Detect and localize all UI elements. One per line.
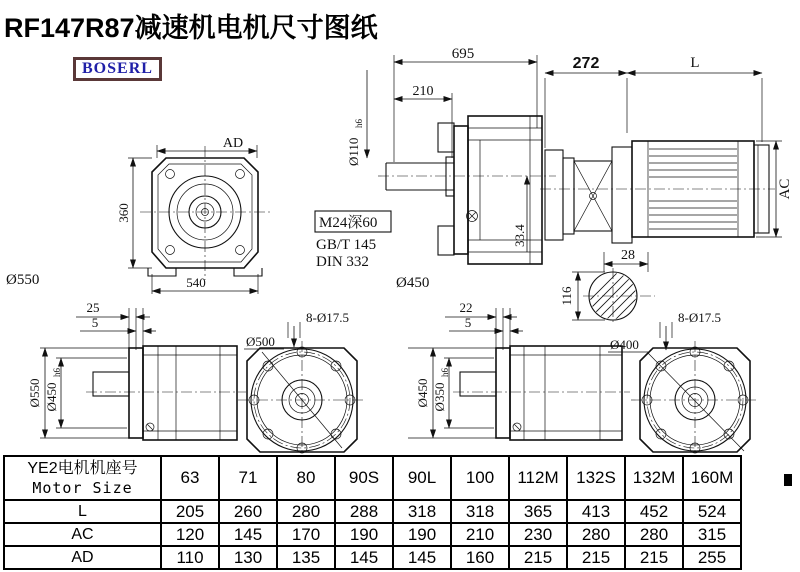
dim-L: L [690, 55, 700, 71]
dim-22: 22 [459, 300, 473, 315]
dia-outer-left: Ø550 [27, 378, 42, 408]
adapter-flange [574, 161, 612, 231]
table-cell: 280 [625, 523, 683, 546]
col-header: 90S [335, 456, 393, 500]
table-cell: 215 [567, 546, 625, 569]
stray-mark [784, 474, 792, 486]
col-header: 100 [451, 456, 509, 500]
dim-360: 360 [116, 203, 131, 223]
table-row-AC [4, 523, 741, 546]
input-shaft [386, 163, 454, 190]
bolt-note-left: 8-Ø17.5 [306, 310, 349, 325]
table-cell: 130 [219, 546, 277, 569]
table-cell: 145 [393, 546, 451, 569]
table-cell: 110 [161, 546, 219, 569]
dim-33-4: 33.4 [512, 224, 527, 247]
table-cell: 120 [161, 523, 219, 546]
table-cell: 365 [509, 500, 567, 523]
table-cell: 215 [509, 546, 567, 569]
dia-spigot-right-tol: h6 [440, 368, 450, 377]
header-en: Motor Size [32, 479, 133, 497]
col-header: 160M [683, 456, 741, 500]
bolt-note-right: 8-Ø17.5 [678, 310, 721, 325]
dim-272: 272 [572, 55, 600, 72]
thread-note: M24深60 [319, 215, 378, 231]
screw-detail [146, 423, 154, 431]
dim-540: 540 [186, 275, 206, 290]
table-cell: 135 [277, 546, 335, 569]
table-cell: 145 [335, 546, 393, 569]
table-cell: 145 [219, 523, 277, 546]
flange-left-front-view [238, 310, 366, 453]
col-header: 71 [219, 456, 277, 500]
table-cell: 215 [625, 546, 683, 569]
gearbox-body [468, 116, 542, 264]
shaft-dia-label: Ø110 [346, 137, 361, 166]
gearbox-side-view [315, 46, 556, 291]
table-header-row [4, 456, 741, 500]
col-header: 132S [567, 456, 625, 500]
dim-695: 695 [451, 46, 475, 62]
table-corner-header [4, 456, 161, 500]
row-label: L [4, 500, 161, 523]
brand-logo-text: BOSERL [82, 60, 153, 77]
dia-spigot-left-tol: h6 [52, 368, 62, 377]
motor-dimension-table [3, 455, 742, 570]
flange-left-side-view [27, 300, 246, 440]
table-cell: 315 [683, 523, 741, 546]
gearbox-front-view [6, 136, 270, 294]
header-cn: YE2电机机座号 [27, 460, 138, 477]
table-cell: 524 [683, 500, 741, 523]
row-label: AD [4, 546, 161, 569]
table-cell: 280 [567, 523, 625, 546]
col-header: 132M [625, 456, 683, 500]
dia-spigot-left: Ø450 [44, 382, 59, 412]
dim-28: 28 [621, 248, 635, 263]
table-cell: 280 [277, 500, 335, 523]
dim-210: 210 [412, 84, 434, 99]
dim-5-left: 5 [91, 315, 99, 330]
col-header: 63 [161, 456, 219, 500]
dim-5-right: 5 [464, 315, 472, 330]
page-title: RF147R87减速机电机尺寸图纸 [4, 13, 378, 43]
col-header: 112M [509, 456, 567, 500]
flange-right-front-view [608, 310, 759, 453]
flange-plate [496, 348, 510, 438]
dia-550-label: Ø550 [6, 272, 40, 288]
dia-spigot-right: Ø350 [432, 382, 447, 412]
table-cell: 190 [335, 523, 393, 546]
dia-bolt-circle-left: Ø500 [246, 334, 275, 349]
table-cell: 260 [219, 500, 277, 523]
standard-din: DIN 332 [316, 254, 369, 270]
table-row-L [4, 500, 741, 523]
row-label: AC [4, 523, 161, 546]
gear-unit-body [143, 346, 237, 440]
table-cell: 160 [451, 546, 509, 569]
table-cell: 190 [393, 523, 451, 546]
standard-gbt: GB/T 145 [316, 237, 377, 253]
screw-detail [513, 423, 521, 431]
table-cell: 318 [393, 500, 451, 523]
dia-450-label: Ø450 [396, 275, 430, 291]
table-cell: 452 [625, 500, 683, 523]
table-cell: 170 [277, 523, 335, 546]
table-cell: 413 [567, 500, 625, 523]
dia-bolt-circle-right: Ø400 [610, 337, 639, 352]
brand-logo [73, 57, 162, 81]
dia-outer-right: Ø450 [415, 378, 430, 408]
dim-116: 116 [559, 286, 574, 306]
table-cell: 205 [161, 500, 219, 523]
table-cell: 318 [451, 500, 509, 523]
dim-25: 25 [86, 300, 100, 315]
motor-view [540, 55, 793, 330]
gear-unit-body [510, 346, 622, 440]
shaft-dia-tol: h6 [354, 119, 364, 128]
table-cell: 288 [335, 500, 393, 523]
flange-plate [129, 348, 143, 438]
table-cell: 210 [451, 523, 509, 546]
table-cell: 230 [509, 523, 567, 546]
dim-ad: AD [222, 136, 244, 151]
col-header: 90L [393, 456, 451, 500]
dim-ac: AC [777, 178, 793, 200]
flange-right-side-view [408, 300, 630, 440]
table-cell: 255 [683, 546, 741, 569]
col-header: 80 [277, 456, 335, 500]
table-row-AD [4, 546, 741, 569]
